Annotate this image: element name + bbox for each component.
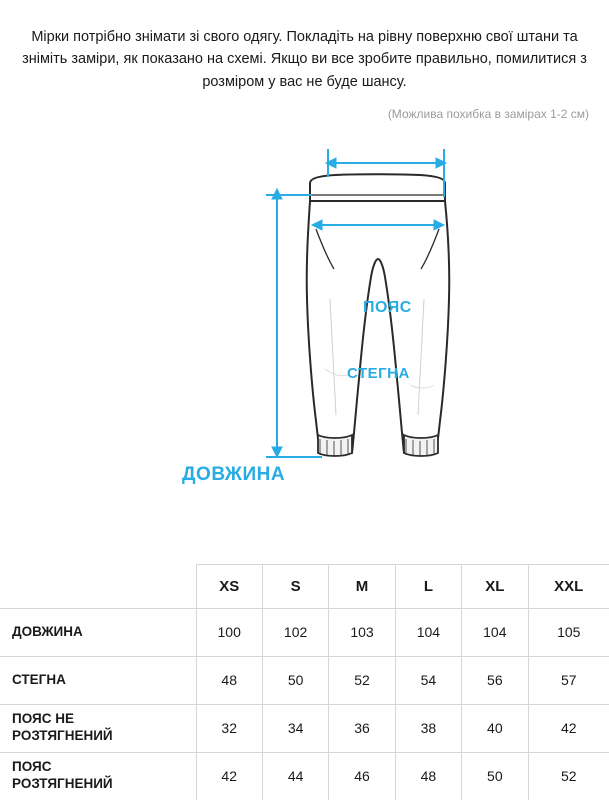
row-label-line1: СТЕГНА (12, 671, 66, 687)
table-row (0, 704, 609, 752)
cell-value: 104 (462, 608, 528, 656)
cell-value: 50 (462, 752, 528, 800)
cell-value: 52 (329, 656, 395, 704)
column-header-l: L (395, 564, 461, 608)
size-table (0, 564, 609, 800)
cell-value: 46 (329, 752, 395, 800)
row-label-line2: РОЗТЯГНЕНИЙ (12, 776, 113, 792)
intro-block (0, 0, 609, 121)
column-header-xxl: XXL (528, 564, 609, 608)
label-length: ДОВЖИНА (182, 464, 286, 486)
table-row (0, 608, 609, 656)
cell-value: 102 (262, 608, 328, 656)
column-header-xl: XL (462, 564, 528, 608)
cell-value: 40 (462, 704, 528, 752)
row-label-line1: ПОЯС (12, 759, 52, 775)
pants-diagram-svg (0, 139, 609, 479)
cell-value: 42 (528, 704, 609, 752)
column-header-xs: XS (196, 564, 262, 608)
cell-value: 104 (395, 608, 461, 656)
cell-value: 105 (528, 608, 609, 656)
cell-value: 38 (395, 704, 461, 752)
cell-value: 36 (329, 704, 395, 752)
cell-value: 103 (329, 608, 395, 656)
cell-value: 56 (462, 656, 528, 704)
cell-value: 48 (395, 752, 461, 800)
table-row (0, 656, 609, 704)
row-label-waist-stretched (0, 752, 196, 800)
row-label-line2: РОЗТЯГНЕНИЙ (12, 728, 113, 743)
cell-value: 42 (196, 752, 262, 800)
measurement-diagram (0, 139, 609, 486)
intro-paragraph: Мірки потрібно знімати зі свого одягу. Покладіть на рівну поверхню свої штани та зніміть заміри, як показано на схемі. Якщо ви все зробите правильно, помилитися з розміром у вас не буде шансу. (22, 29, 587, 90)
cell-value: 34 (262, 704, 328, 752)
row-label-line1: ДОВЖИНА (12, 623, 83, 639)
cell-value: 48 (196, 656, 262, 704)
cell-value: 100 (196, 608, 262, 656)
cell-value: 50 (262, 656, 328, 704)
label-waist: ПОЯС (363, 299, 412, 317)
row-label-waist-relaxed (0, 704, 196, 752)
label-hips: СТЕГНА (347, 365, 410, 383)
table-corner-cell (0, 564, 196, 608)
cell-value: 32 (196, 704, 262, 752)
column-header-s: S (262, 564, 328, 608)
cell-value: 57 (528, 656, 609, 704)
cell-value: 44 (262, 752, 328, 800)
column-header-m: M (329, 564, 395, 608)
table-header-row (0, 564, 609, 608)
row-label-hips (0, 656, 196, 704)
table-row (0, 752, 609, 800)
cell-value: 52 (528, 752, 609, 800)
cell-value: 54 (395, 656, 461, 704)
intro-note: (Можлива похибка в замірах 1-2 см) (387, 107, 589, 122)
row-label-length (0, 608, 196, 656)
row-label-line1: ПОЯС НЕ (12, 711, 74, 727)
